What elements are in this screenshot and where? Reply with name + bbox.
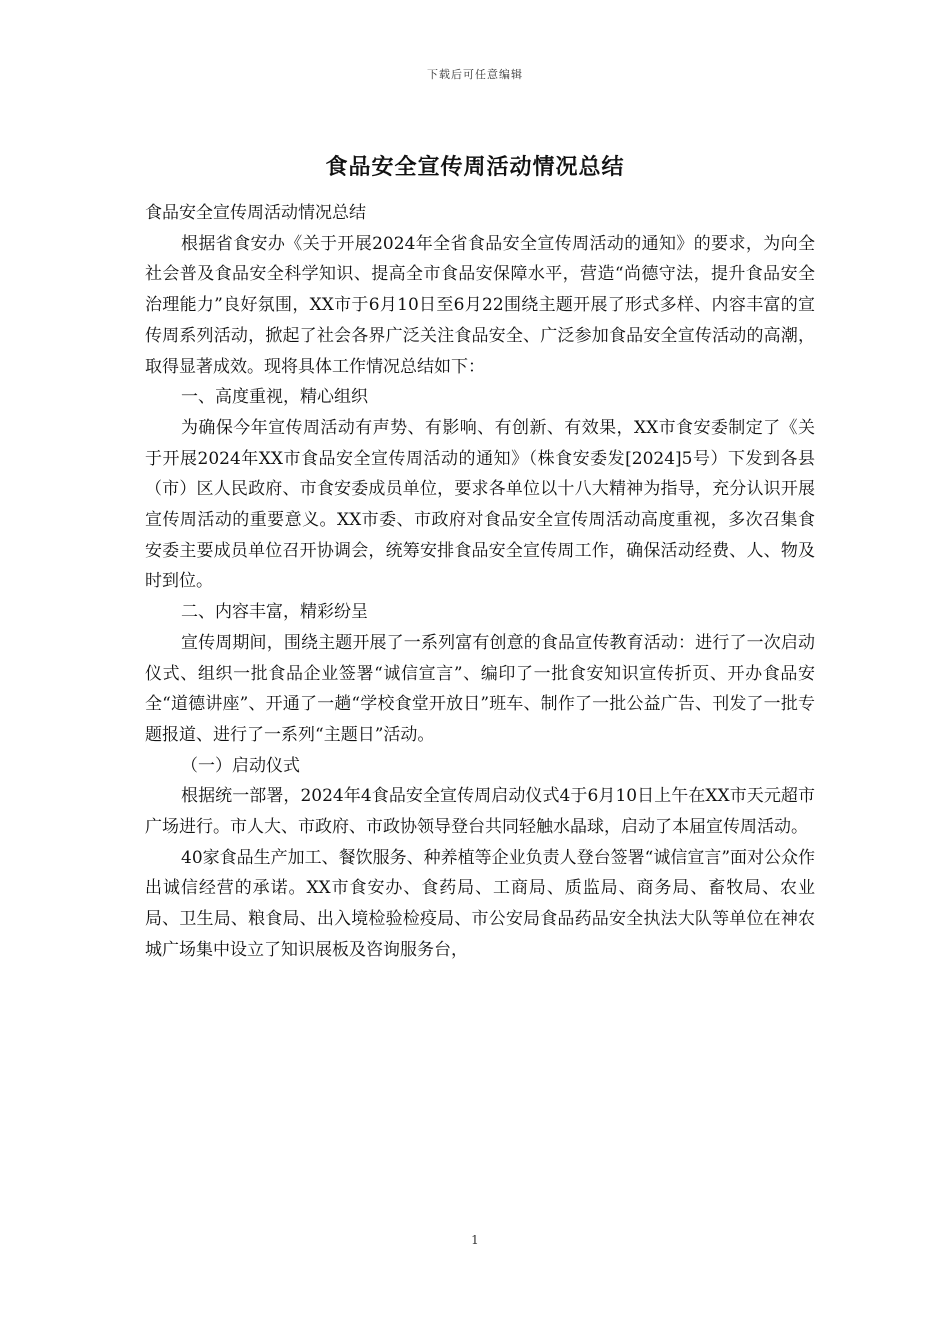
body-paragraph: 为确保今年宣传周活动有声势、有影响、有创新、有效果，XX市食安委制定了《关于开展2024年XX市食品安全宣传周活动的通知》（株食安委发[2024]5号）下发到各县（市）区人民政府、市食安委成员单位，要求各单位以十八大精神为指导，充分认识开展宣传周活动的重要意义。XX市委、市政府对食品安全宣传周活动高度重视，多次召集食安委主要成员单位召开协调会，统筹安排食品安全宣传周工作，确保活动经费、人、物及时到位。	[145, 417, 815, 592]
body-paragraph: 40家食品生产加工、餐饮服务、种养植等企业负责人登台签署“诚信宣言”面对公众作出诚信经营的承诺。XX市食安办、食药局、工商局、质监局、商务局、畜牧局、农业局、卫生局、粮食局、出入境检验检疫局、市公安局食品药品安全执法大队等单位在神农城广场集中设立了知识展板及咨询服务台，	[145, 847, 816, 960]
body-paragraph: 根据统一部署，2024年4食品安全宣传周启动仪式4于6月10日上午在XX市天元超市广场进行。市人大、市政府、市政协领导登台共同轻触水晶球，启动了本届宣传周活动。	[145, 786, 815, 838]
section-heading: 二、内容丰富，精彩纷呈	[181, 602, 368, 623]
page-number: 1	[471, 1233, 479, 1247]
document-title: 食品安全宣传周活动情况总结	[325, 154, 625, 180]
header-note: 下载后可任意编辑	[427, 68, 523, 81]
subsection-heading: （一）启动仪式	[181, 755, 300, 776]
body-paragraph: 宣传周期间，围绕主题开展了一系列富有创意的食品宣传教育活动：进行了一次启动仪式、组织一批食品企业签署“诚信宣言”、编印了一批食安知识宣传折页、开办食品安全“道德讲座”、开通了一趟“学校食堂开放日”班车、制作了一批公益广告、刊发了一批专题报道、进行了一系列“主题日”活动。	[145, 632, 815, 745]
document-body	[145, 198, 815, 966]
body-paragraph: 根据省食安办《关于开展2024年全省食品安全宣传周活动的通知》的要求，为向全社会普及食品安全科学知识、提高全市食品安保障水平，营造“尚德守法，提升食品安全治理能力”良好氛围，XX市于6月10日至6月22围绕主题开展了形式多样、内容丰富的宣传周系列活动，掀起了社会各界广泛关注食品安全、广泛参加食品安全宣传活动的高潮，取得显著成效。现将具体工作情况总结如下：	[145, 233, 815, 377]
section-heading: 一、高度重视，精心组织	[181, 387, 368, 408]
subtitle-paragraph: 食品安全宣传周活动情况总结	[145, 203, 366, 223]
